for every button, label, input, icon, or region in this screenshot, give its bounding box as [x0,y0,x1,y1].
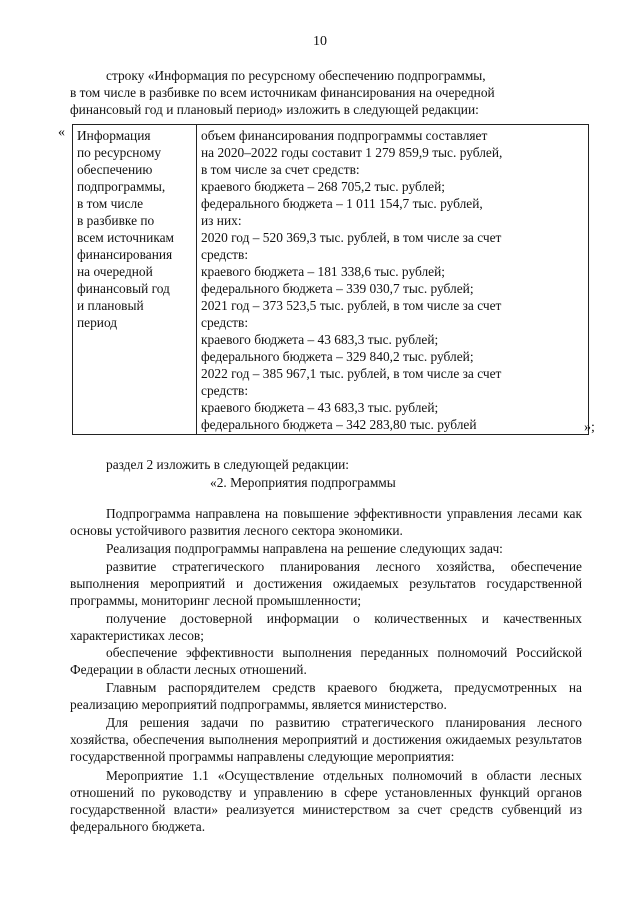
value-line: средств: [201,383,249,398]
body-paragraph: Реализация подпрограммы направлена на решение следующих задач: [106,541,503,556]
value-line: краевого бюджета – 268 705,2 тыс. рублей; [201,179,445,194]
body-paragraph: Для решения задачи по развитию стратегического планирования лесного хозяйства, обеспечения выполнения мероприятий и достижения ожидаемых результатов государственной программы направлены следующие мероприятия: [70,715,582,764]
value-line: 2021 год – 373 523,5 тыс. рублей, в том числе за счет [201,298,502,313]
intro-line: строку «Информация по ресурсному обеспечению подпрограммы, [106,68,486,83]
body-paragraph: Главным распорядителем средств краевого бюджета, предусмотренных на реализацию мероприятий подпрограммы, является министерство. [70,680,582,712]
value-line: на 2020–2022 годы составит 1 279 859,9 тыс. рублей, [201,145,503,160]
label-line: Информация [77,128,151,143]
label-line: на очередной [77,264,153,279]
label-line: и плановый [77,298,144,313]
value-line: средств: [201,247,249,262]
label-line: всем источникам [77,230,175,245]
resource-info-table [72,124,589,435]
section-intro: раздел 2 изложить в следующей редакции: [106,457,350,472]
table-label-cell [73,125,197,435]
section-heading: «2. Мероприятия подпрограммы [210,475,396,490]
value-line: краевого бюджета – 43 683,3 тыс. рублей; [201,400,439,415]
body-paragraph: Мероприятие 1.1 «Осуществление отдельных полномочий в области лесных отношений по руководству и управлению в сфере установленных функций органов государственной власти» реализуется министерством за счет средств субвенций из федерального бюджета. [70,768,582,834]
value-line: 2020 год – 520 369,3 тыс. рублей, в том числе за счет [201,230,502,245]
body-paragraph: Подпрограмма направлена на повышение эффективности управления лесами как основы устойчивого развития лесного сектора экономики. [70,506,582,538]
label-line: в разбивке по [77,213,155,228]
body-paragraph: развитие стратегического планирования лесного хозяйства, обеспечение выполнения мероприятий и достижения ожидаемых результатов государственной программы, мониторинг лесной промышленности; [70,559,582,608]
label-line: в том числе [77,196,144,211]
intro-line: в том числе в разбивке по всем источникам финансирования на очередной [70,85,495,100]
value-line: федерального бюджета – 339 030,7 тыс. рублей; [201,281,474,296]
value-line: краевого бюджета – 181 338,6 тыс. рублей; [201,264,445,279]
value-line: федерального бюджета – 342 283,80 тыс. рублей [201,417,477,432]
page-number: 10 [313,34,327,49]
label-line: обеспечению [77,162,153,177]
value-line: из них: [201,213,242,228]
table-row [73,125,589,435]
body-paragraph: обеспечение эффективности выполнения переданных полномочий Российской Федерации в области лесных отношений. [70,645,582,677]
intro-line: финансовый год и плановый период» изложить в следующей редакции: [70,102,479,117]
value-line: 2022 год – 385 967,1 тыс. рублей, в том числе за счет [201,366,502,381]
label-line: по ресурсному [77,145,162,160]
value-line: федерального бюджета – 1 011 154,7 тыс. рублей, [201,196,483,211]
intro-paragraph [70,67,582,118]
value-line: в том числе за счет средств: [201,162,360,177]
label-line: подпрограммы, [77,179,166,194]
value-line: средств: [201,315,249,330]
label-line: финансовый год [77,281,170,296]
label-line: финансирования [77,247,173,262]
value-line: объем финансирования подпрограммы составляет [201,128,488,143]
table-value-cell [197,125,589,435]
body-paragraph: получение достоверной информации о количественных и качественных характеристиках лесов; [70,611,582,643]
table-open-quote: « [58,125,65,140]
value-line: краевого бюджета – 43 683,3 тыс. рублей; [201,332,439,347]
label-line: период [77,315,118,330]
value-line: федерального бюджета – 329 840,2 тыс. рублей; [201,349,474,364]
table-close-quote: »; [584,420,595,435]
